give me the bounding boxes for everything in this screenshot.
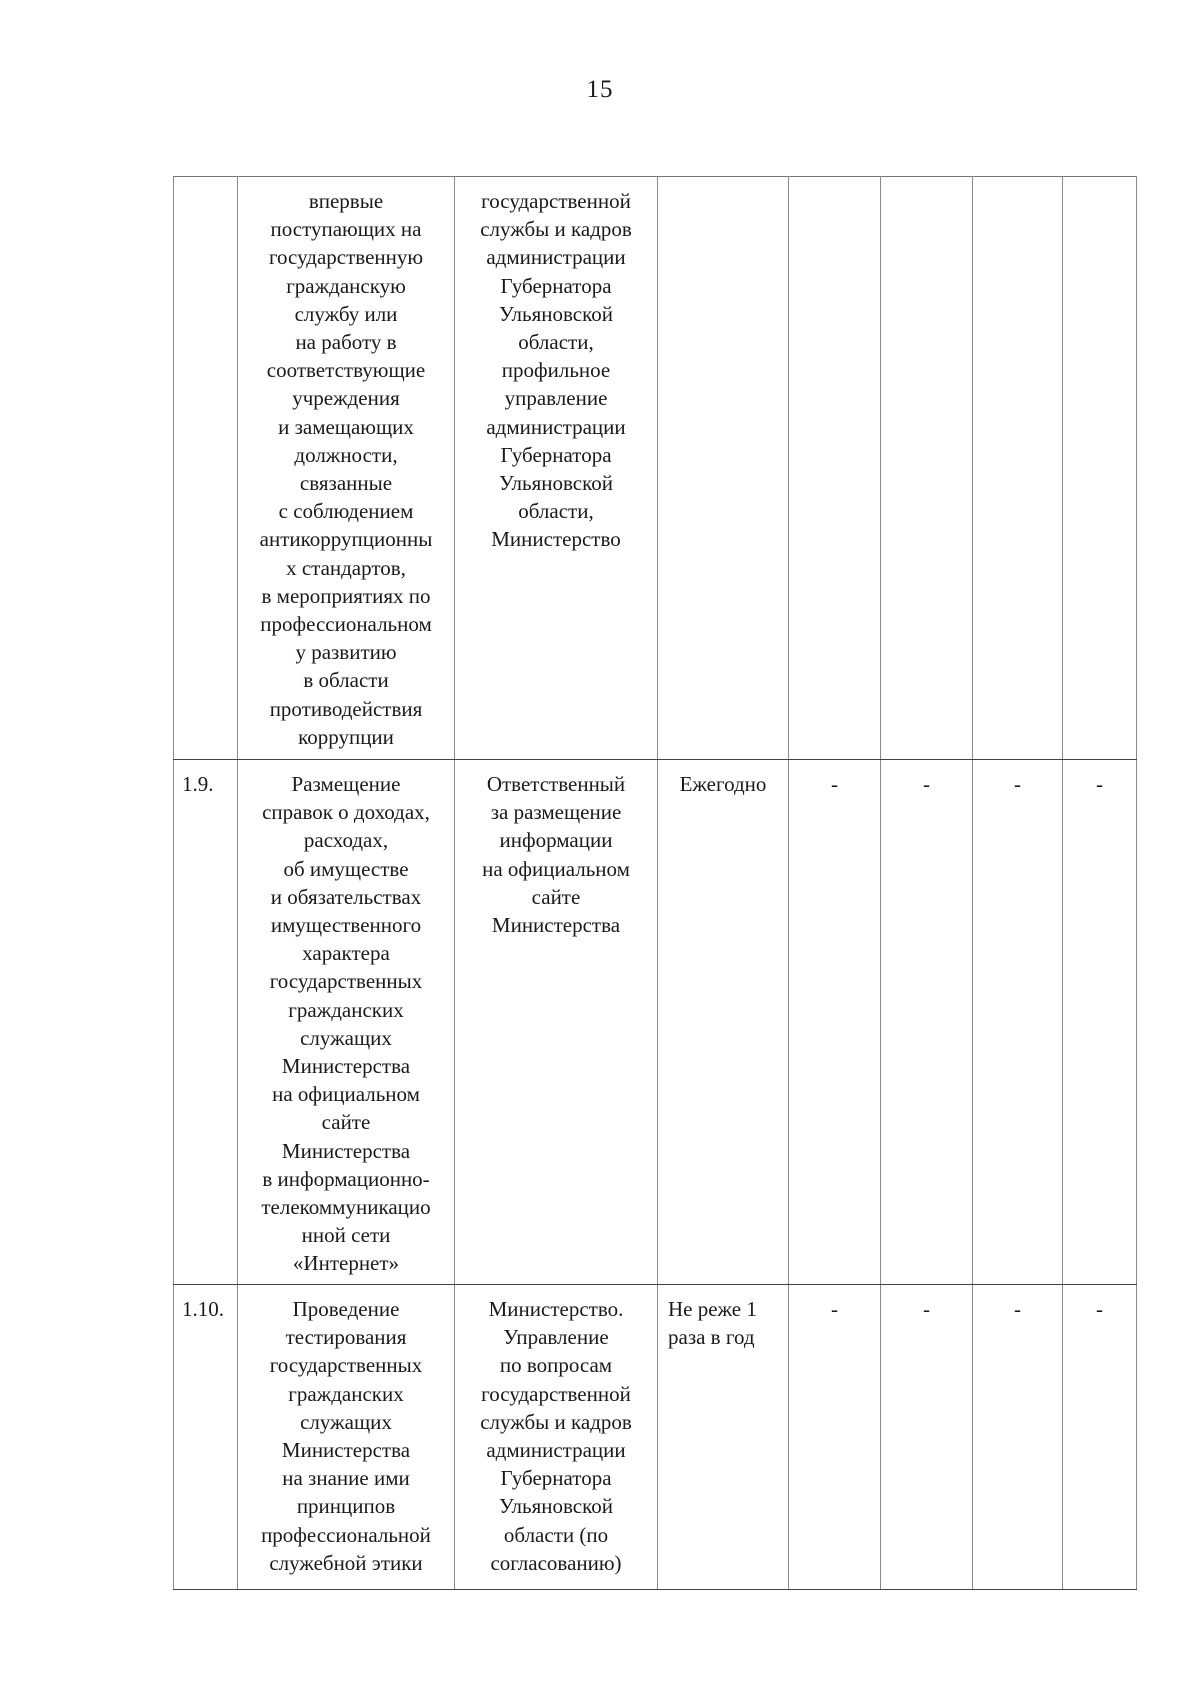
cell-text-line: Министерства (491, 913, 621, 938)
cell-text-line: у развитию (295, 640, 397, 665)
value-cell: - (973, 760, 1063, 1285)
cell-text-line: Управление (503, 1325, 609, 1350)
cell-text-line: службы и кадров (480, 217, 632, 242)
responsible-cell (455, 1285, 658, 1590)
cell-text-line: профессиональном (260, 612, 432, 637)
period-cell (658, 177, 789, 760)
cell-text-line: сайте (321, 1110, 371, 1135)
cell-text-line: имущественного (270, 913, 422, 938)
cell-text-line: Губернатора (500, 1466, 612, 1491)
responsible-cell (455, 177, 658, 760)
cell-text-line: об имуществе (283, 856, 409, 881)
cell-text-line: соответствующие (266, 358, 426, 383)
cell-text-line: телекоммуникацио (261, 1195, 431, 1220)
cell-text-line: согласованию) (490, 1550, 622, 1575)
cell-text-line: службу или (294, 301, 398, 326)
responsible-cell (455, 760, 658, 1285)
cell-text-line: на официальном (272, 1082, 420, 1107)
value-cell (1063, 177, 1137, 760)
cell-text-line: раза в год (668, 1325, 755, 1350)
cell-text-line: в информационно- (262, 1166, 430, 1191)
value-cell (881, 177, 973, 760)
cell-text-line: администрации (486, 1438, 626, 1463)
row-number: 1.9. (174, 760, 238, 1285)
action-cell (238, 760, 455, 1285)
value-cell (789, 177, 881, 760)
cell-text-line: на официальном (482, 856, 630, 881)
cell-text-line: антикоррупционны (259, 527, 433, 552)
row-number (174, 177, 238, 760)
cell-text-line: связанные (299, 471, 393, 496)
value-cell: - (973, 1285, 1063, 1590)
cell-text-line: области, (518, 499, 594, 524)
table-row (174, 177, 1137, 760)
cell-text-line: в области (303, 668, 389, 693)
value-cell: - (881, 1285, 973, 1590)
cell-text-line: служебной этики (269, 1550, 423, 1575)
cell-text-line: государственной (481, 1381, 631, 1406)
cell-text-line: области, (518, 330, 594, 355)
period-cell (658, 1285, 789, 1590)
value-cell: - (789, 760, 881, 1285)
cell-text-line: гражданскую (286, 273, 406, 298)
value-cell: - (1063, 760, 1137, 1285)
cell-text-line: гражданских (288, 997, 404, 1022)
cell-text-line: области (по (503, 1522, 609, 1547)
cell-text-line: по вопросам (499, 1353, 613, 1378)
cell-text-line: Не реже 1 (668, 1297, 757, 1321)
cell-text-line: информации (499, 828, 613, 853)
cell-text-line: принципов (296, 1494, 396, 1519)
cell-text-line: Ульяновской (499, 1494, 613, 1519)
cell-text-line: коррупции (298, 724, 394, 749)
cell-text-line: Губернатора (500, 442, 612, 467)
cell-text-line: справок о доходах, (262, 800, 430, 825)
cell-text-line: Губернатора (500, 273, 612, 298)
cell-text-line: службы и кадров (480, 1409, 632, 1434)
cell-text-line: Проведение (292, 1297, 400, 1321)
cell-text-line: нной сети (301, 1223, 391, 1248)
cell-text-line: управление (504, 386, 608, 411)
cell-text-line: Ульяновской (499, 471, 613, 496)
cell-text-line: служащих (300, 1025, 392, 1050)
plan-table (173, 176, 1137, 1590)
cell-text-line: учреждения (292, 386, 400, 411)
cell-text-line: х стандартов, (286, 555, 406, 580)
cell-text-line: администрации (486, 245, 626, 270)
cell-text-line: на знание ими (282, 1466, 410, 1491)
cell-text-line: противодействия (269, 696, 423, 721)
cell-text-line: Министерства (281, 1138, 411, 1163)
cell-text-line: в мероприятиях по (261, 583, 431, 608)
cell-text-line: на работу в (295, 330, 397, 355)
action-cell (238, 1285, 455, 1590)
cell-text-line: характера (302, 941, 390, 966)
cell-text-line: за размещение (490, 800, 622, 825)
cell-text-line: служащих (300, 1409, 392, 1434)
cell-text-line: Ульяновской (499, 301, 613, 326)
cell-text-line: Размещение (291, 772, 401, 796)
row-number: 1.10. (174, 1285, 238, 1590)
cell-text-line: администрации (486, 414, 626, 439)
cell-text-line: Министерства (281, 1438, 411, 1463)
page-number: 15 (586, 76, 614, 103)
cell-text-line: Ответственный (486, 772, 626, 796)
cell-text-line: государственную (268, 245, 424, 270)
action-cell (238, 177, 455, 760)
cell-text-line: Ежегодно (679, 772, 767, 796)
cell-text-line: Министерство. (488, 1297, 624, 1321)
cell-text-line: впервые (308, 189, 384, 213)
cell-text-line: с соблюдением (278, 499, 414, 524)
cell-text-line: профильное (501, 358, 611, 383)
cell-text-line: и обязательствах (270, 884, 422, 909)
period-cell (658, 760, 789, 1285)
cell-text-line: расходах, (303, 828, 389, 853)
cell-text-line: государственных (269, 969, 423, 994)
value-cell (973, 177, 1063, 760)
cell-text-line: Министерство (491, 527, 621, 552)
cell-text-line: профессиональной (261, 1522, 431, 1547)
value-cell: - (789, 1285, 881, 1590)
value-cell: - (1063, 1285, 1137, 1590)
cell-text-line: тестирования (285, 1325, 407, 1350)
value-cell: - (881, 760, 973, 1285)
cell-text-line: «Интернет» (292, 1251, 400, 1276)
cell-text-line: и замещающих (278, 414, 414, 439)
cell-text-line: поступающих на (270, 217, 422, 242)
cell-text-line: государственной (481, 189, 631, 213)
cell-text-line: Министерства (281, 1054, 411, 1079)
cell-text-line: должности, (294, 442, 398, 467)
table-row (174, 760, 1137, 1285)
table-row (174, 1285, 1137, 1590)
cell-text-line: государственных (269, 1353, 423, 1378)
cell-text-line: сайте (531, 884, 581, 909)
cell-text-line: гражданских (288, 1381, 404, 1406)
